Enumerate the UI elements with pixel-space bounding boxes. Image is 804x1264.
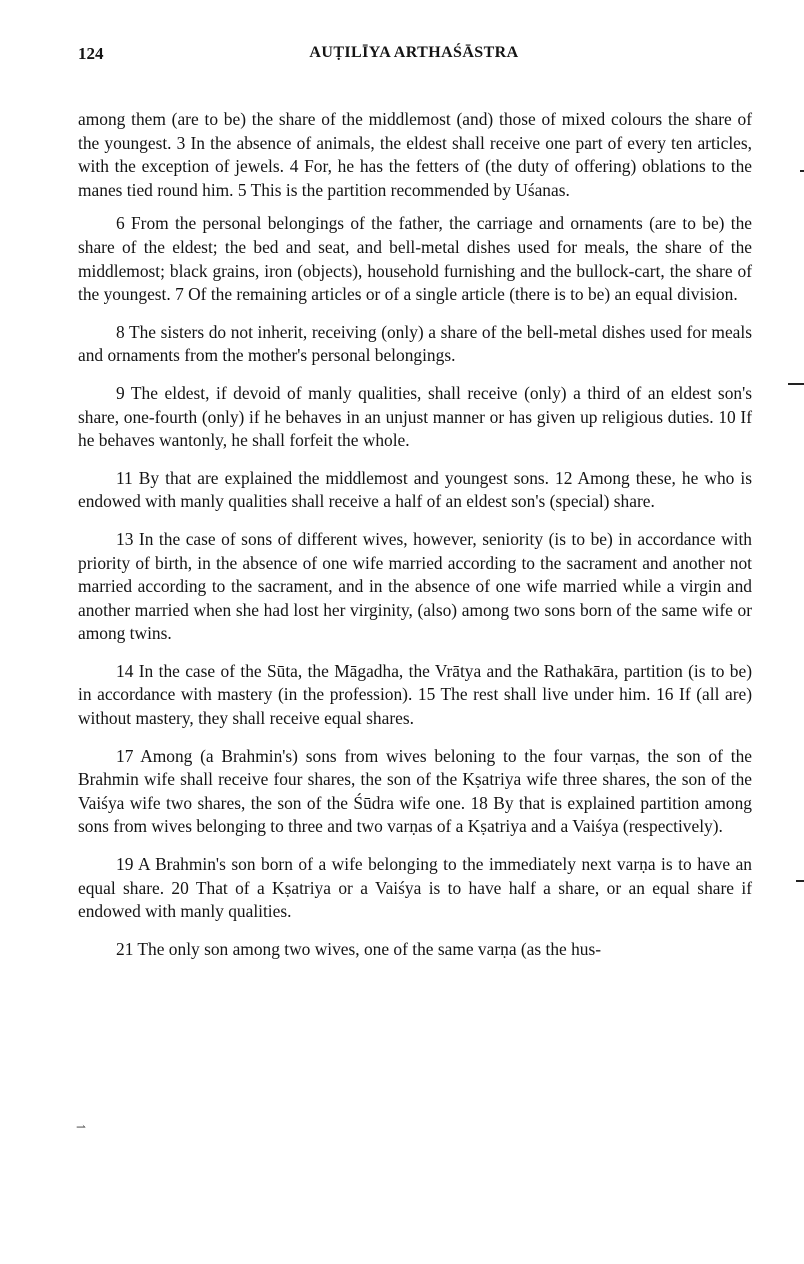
body-text	[78, 108, 752, 975]
paragraph-11: 11 By that are explained the middlemost and youngest sons. 12 Among these, he who is endowed with manly qualities shall receive a half of an eldest son's (special) share.	[78, 467, 752, 512]
paragraph-14: 14 In the case of the Sūta, the Māgadha, the Vrātya and the Rathakāra, partition (is to be) in accordance with mastery (in the profession). 15 The rest shall live under him. 16 If (all are) without mastery, they shall receive equal shares.	[78, 660, 752, 729]
running-title: AUṬILĪYA ARTHAŚĀSTRA	[309, 44, 519, 61]
paragraph-6: 6 From the personal belongings of the father, the carriage and ornaments (are to be) the share of the eldest; the bed and seat, and bell-metal dishes used for meals, the share of the middlemost; black grains, iron (objects), household furnishing and the bullock-cart, the share of the youngest. 7 Of the remaining articles or of a single article (there is to be) an equal division.	[78, 213, 752, 305]
paragraph-continued: among them (are to be) the share of the middlemost (and) those of mixed colours the share of the youngest. 3 In the absence of animals, the eldest shall receive one part of every ten articles, with the exception of jewels. 4 For, he has the fetters of (the duty of offering) oblations to the manes tied round him. 5 This is the partition recommended by Uśanas.	[78, 109, 752, 200]
margin-mark	[800, 170, 804, 172]
page-number: 124	[78, 44, 104, 63]
paragraph-21: 21 The only son among two wives, one of the same varṇa (as the hus-	[116, 938, 602, 959]
paragraph-19: 19 A Brahmin's son born of a wife belonging to the immediately next varṇa is to have an equal share. 20 That of a Kṣatriya or a Vaiśya is to have half a share, or an equal share if endowed with manly qualities.	[78, 854, 752, 922]
paragraph-17: 17 Among (a Brahmin's) sons from wives beloning to the four varṇas, the son of the Brahmin wife shall receive four shares, the son of the Kṣatriya wife three shares, the son of the Vaiśya wife two shares, the son of the Śūdra wife one. 18 By that is explained partition among sons from wives belonging to three and two varṇas of a Kṣatriya and a Vaiśya (respectively).	[78, 745, 752, 837]
paragraph-13: 13 In the case of sons of different wives, however, seniority (is to be) in accordance with priority of birth, in the absence of one wife married according to the sacrament and another not married according to the sacrament, and in the absence of one wife married while a virgin and another married when she had lost her virginity, (also) among two sons born of the same wife or among twins.	[78, 528, 752, 644]
paragraph-9: 9 The eldest, if devoid of manly qualities, shall receive (only) a third of an eldest son's share, one-fourth (only) if he behaves in an unjust manner or has given up religious duties. 10 If he behaves wantonly, he shall forfeit the whole.	[78, 382, 752, 451]
margin-mark	[788, 383, 804, 385]
paragraph-8: 8 The sisters do not inherit, receiving (only) a share of the bell-metal dishes used for meals and ornaments from the mother's personal belongings.	[78, 321, 752, 366]
arrow-mark: ⇀	[76, 1120, 87, 1134]
margin-mark	[796, 880, 804, 882]
page-header	[78, 44, 750, 70]
